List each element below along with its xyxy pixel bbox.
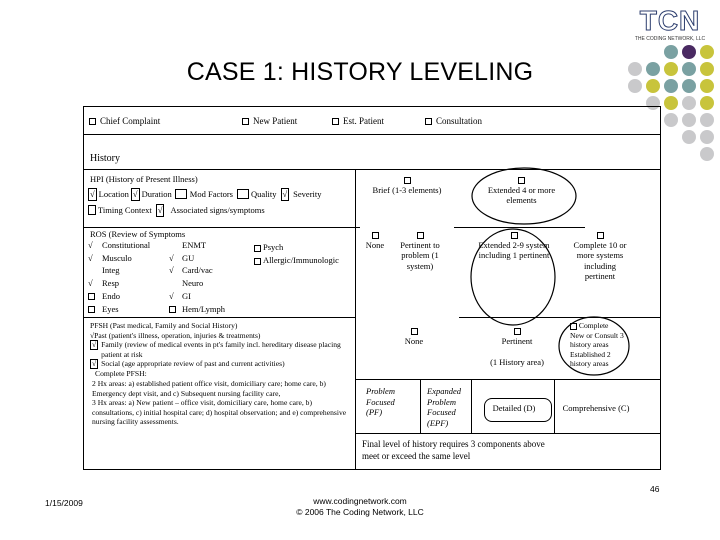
checkbox[interactable]	[417, 232, 424, 239]
final-note: Final level of history requires 3 components above meet or exceed the same level	[362, 439, 545, 461]
option-new-patient[interactable]: New Patient	[242, 116, 297, 126]
level-pf: Problem Focused (PF)	[366, 386, 395, 417]
decorative-dot	[682, 96, 696, 110]
circle-annotation	[469, 227, 559, 327]
checkbox[interactable]	[372, 232, 379, 239]
checkbox[interactable]	[237, 189, 249, 199]
history-leveling-form	[83, 106, 661, 470]
checkbox[interactable]	[175, 189, 187, 199]
ros-none[interactable]: None	[360, 229, 390, 250]
pfsh-block	[90, 321, 352, 427]
checkbox[interactable]	[89, 118, 96, 125]
checkbox[interactable]	[404, 177, 411, 184]
logo	[630, 6, 710, 46]
check-mark: √	[88, 278, 93, 289]
hpi-row-2	[88, 204, 265, 217]
hpi-extended[interactable]: Extended 4 or more elements	[484, 174, 559, 206]
hpi-duration: Duration	[141, 189, 172, 199]
level-comprehensive: Comprehensive (C)	[562, 403, 630, 413]
detailed-oval	[484, 398, 552, 422]
decorative-dot	[700, 130, 714, 144]
section-title-history: History	[90, 153, 120, 164]
decorative-dot	[664, 45, 678, 59]
pfsh-three-areas: 3 Hx areas: a) New patient – office visit, domiciliary care, home care, b) consultations, c) initial hospital care; d) hospital observation; and e) comprehensive nursing facility assessments.	[92, 398, 347, 427]
checkbox[interactable]	[254, 245, 261, 252]
pfsh-complete-label: Complete PFSH:	[95, 369, 147, 379]
check-mark: √	[88, 252, 93, 263]
pfsh-family: Family (review of medical events in pt's family incl. hereditary disease placing patient at risk	[101, 340, 341, 359]
level-epf: Expanded Problem Focused (EPF)	[427, 386, 461, 428]
checkbox[interactable]	[169, 306, 176, 313]
pfsh-past: Past (patient's illness, operation, injuries & treatments)	[94, 330, 261, 340]
decorative-dot	[664, 113, 678, 127]
hpi-associated-signs: Associated signs/symptoms	[170, 205, 265, 215]
pfsh-pertinent[interactable]: Pertinent (1 History area)	[477, 325, 557, 367]
checkbox[interactable]	[242, 118, 249, 125]
check-mark: √	[92, 340, 97, 350]
hpi-mod-factors: Mod Factors	[189, 189, 233, 199]
option-chief-complaint[interactable]: Chief Complaint	[89, 116, 160, 126]
checkbox[interactable]	[411, 328, 418, 335]
pfsh-complete[interactable]: Complete New or Consult 3 history areas Established 2 history areas	[570, 321, 624, 369]
hpi-severity: Severity	[293, 189, 322, 199]
decorative-dot	[682, 45, 696, 59]
footer-date: 1/15/2009	[45, 498, 83, 508]
ros-col-2: ENMT √ GU √ Card/vac Neuro √ GI Hem/Lymph	[169, 240, 225, 314]
checkbox[interactable]	[88, 306, 95, 313]
footer-center	[250, 496, 470, 518]
hpi-heading: HPI (History of Present Illness)	[90, 174, 198, 184]
checkbox[interactable]	[597, 232, 604, 239]
check-mark: √	[90, 330, 95, 340]
checkbox[interactable]	[332, 118, 339, 125]
ros-col-1: √ Constitutional √ Musculo Integ √ Resp Endo Eyes	[88, 240, 151, 314]
checkbox[interactable]	[88, 205, 96, 215]
hpi-row-1	[88, 188, 322, 201]
decorative-dot	[700, 147, 714, 161]
page-number: 46	[650, 484, 660, 494]
hpi-quality: Quality	[251, 189, 277, 199]
hpi-brief[interactable]: Brief (1-3 elements)	[362, 174, 452, 195]
check-mark: √	[169, 252, 174, 263]
decorative-dot	[682, 113, 696, 127]
check-mark: √	[92, 359, 97, 369]
decorative-dot	[682, 130, 696, 144]
check-mark: √	[88, 240, 93, 250]
checkbox[interactable]	[514, 328, 521, 335]
decorative-dot	[700, 45, 714, 59]
decorative-dot	[700, 96, 714, 110]
check-mark: √	[157, 205, 163, 215]
page-title: CASE 1: HISTORY LEVELING	[186, 58, 534, 86]
footer-copyright: © 2006 The Coding Network, LLC	[296, 507, 424, 517]
logo-subtitle: THE CODING NETWORK, LLC	[634, 36, 706, 42]
decorative-dot	[700, 113, 714, 127]
checkbox[interactable]	[254, 258, 261, 265]
footer-website[interactable]: www.codingnetwork.com	[313, 496, 407, 506]
check-mark: √	[132, 189, 138, 199]
ros-col-3: Psych Allergic/Immunologic	[254, 241, 339, 267]
pfsh-heading: PFSH (Past medical, Family and Social History)	[90, 321, 238, 330]
checkbox[interactable]	[570, 323, 577, 330]
hpi-timing-context: Timing Context	[98, 205, 152, 215]
check-mark: √	[282, 189, 288, 199]
hpi-location: Location	[98, 189, 129, 199]
circle-annotation	[469, 165, 579, 227]
check-mark: √	[169, 290, 174, 301]
pfsh-social: Social (age appropriate review of past and current activities)	[101, 359, 285, 369]
pfsh-none[interactable]: None	[389, 325, 439, 346]
check-mark: √	[169, 265, 174, 276]
logo-text: TCN	[639, 5, 701, 36]
decorative-dot	[664, 96, 678, 110]
option-consultation[interactable]: Consultation	[425, 116, 482, 126]
checkbox[interactable]	[88, 293, 95, 300]
ros-heading: ROS (Review of Symptoms	[90, 229, 186, 239]
ros-extended[interactable]: Extended 2-9 system including 1 pertinent	[476, 229, 552, 261]
check-mark: √	[90, 189, 95, 199]
option-est-patient[interactable]: Est. Patient	[332, 116, 384, 126]
checkbox[interactable]	[425, 118, 432, 125]
ros-complete[interactable]: Complete 10 or more systems including pertinent	[572, 229, 628, 282]
level-detailed: Detailed (D)	[492, 403, 536, 413]
ros-pertinent[interactable]: Pertinent to problem (1 system)	[394, 229, 446, 271]
pfsh-two-areas: 2 Hx areas: a) established patient office visit, domiciliary care; home care, b) Emergency dept visit, and c) Subsequent nursing facility care,	[92, 378, 326, 398]
